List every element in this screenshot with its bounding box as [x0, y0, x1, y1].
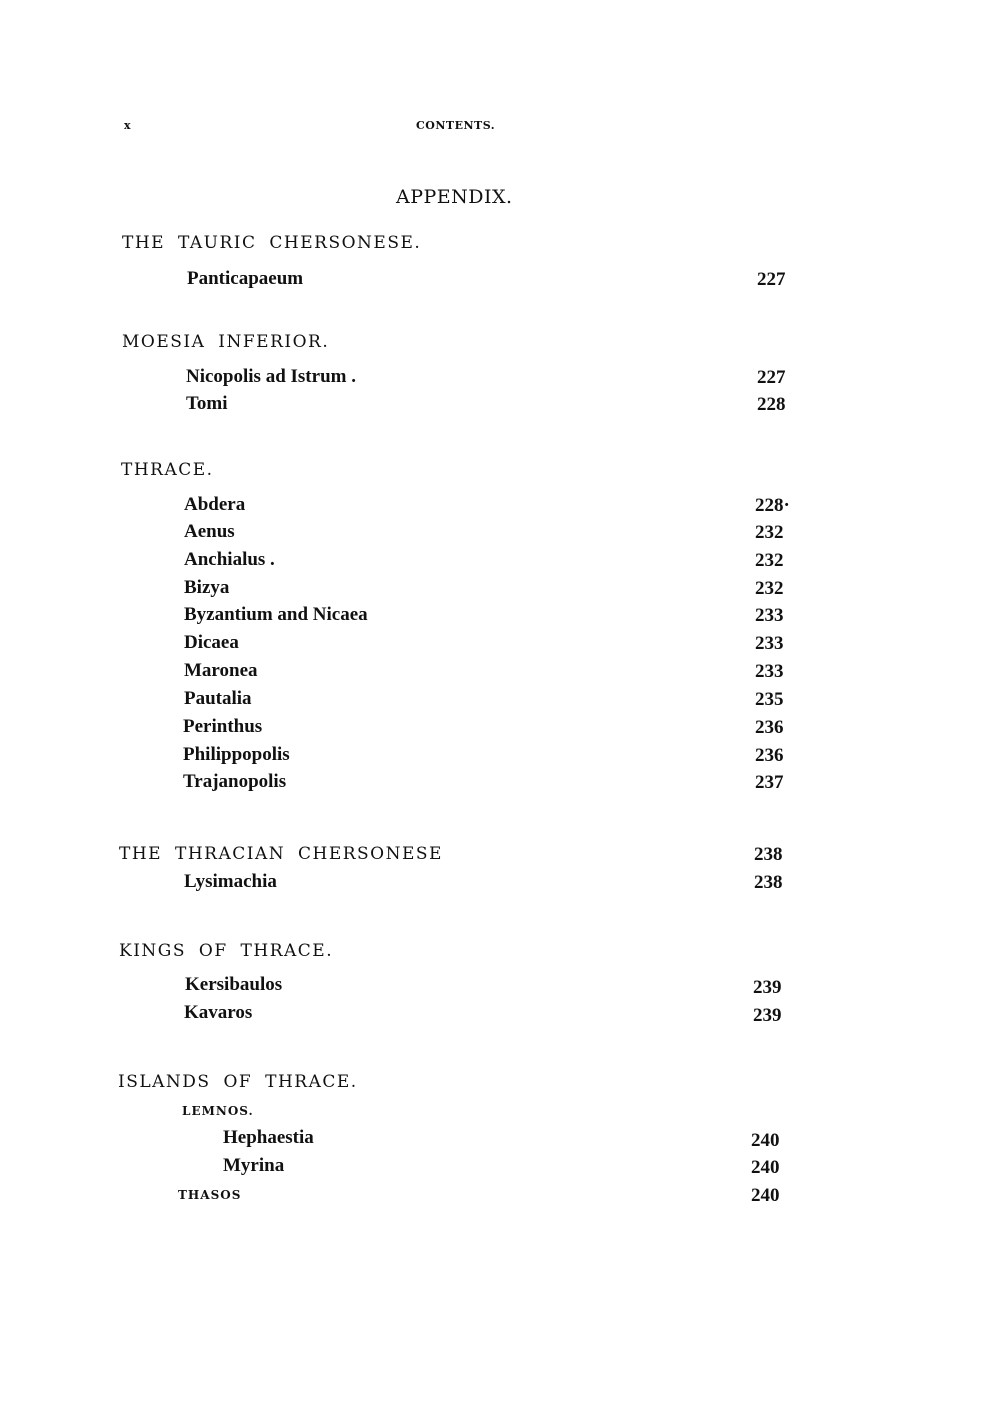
toc-entry: Philippopolis	[183, 744, 290, 765]
page-title: APPENDIX.	[396, 186, 513, 208]
toc-entry: Myrina	[223, 1155, 285, 1176]
toc-entry: Tomi	[186, 393, 228, 414]
subsection-heading: THASOS	[178, 1188, 242, 1202]
page-number: 238	[754, 872, 783, 893]
page-number: 228·	[755, 495, 790, 516]
section-heading: MOESIA INFERIOR.	[122, 332, 330, 352]
page-number: 238	[754, 844, 783, 865]
page-number: 227	[757, 367, 786, 388]
section-heading: THE THRACIAN CHERSONESE	[119, 844, 443, 864]
page-number: 233	[755, 633, 784, 654]
toc-entry: Hephaestia	[223, 1127, 314, 1148]
page-number: 236	[755, 745, 784, 766]
page-number: 240	[751, 1157, 780, 1178]
page-number: 237	[755, 772, 784, 793]
toc-entry: Aenus	[184, 521, 235, 542]
toc-entry: Kersibaulos	[185, 974, 283, 995]
toc-entry: Bizya	[184, 577, 230, 598]
page-number: 232	[755, 578, 784, 599]
page-number: 239	[753, 1005, 782, 1026]
toc-entry: Dicaea	[184, 632, 239, 653]
page-number: 233	[755, 661, 784, 682]
toc-entry: Byzantium and Nicaea	[184, 604, 368, 625]
running-title: CONTENTS.	[416, 119, 496, 132]
page-numeral: x	[124, 119, 132, 132]
page-number: 232	[755, 550, 784, 571]
toc-entry: Panticapaeum	[187, 268, 304, 289]
toc-entry: Pautalia	[184, 688, 252, 709]
page-number: 235	[755, 689, 784, 710]
toc-entry: Anchialus .	[184, 549, 275, 570]
page-number: 240	[751, 1185, 780, 1206]
section-heading: ISLANDS OF THRACE.	[118, 1072, 358, 1092]
page-number: 236	[755, 717, 784, 738]
page-number: 233	[755, 605, 784, 626]
page-number: 239	[753, 977, 782, 998]
section-heading: THRACE.	[121, 460, 214, 480]
section-heading: THE TAURIC CHERSONESE.	[122, 233, 422, 253]
toc-entry: Trajanopolis	[183, 771, 287, 792]
page-number: 232	[755, 522, 784, 543]
section-heading: KINGS OF THRACE.	[119, 941, 334, 961]
toc-entry: Nicopolis ad Istrum .	[186, 366, 356, 387]
page-number: 240	[751, 1130, 780, 1151]
toc-entry: Abdera	[184, 494, 246, 515]
toc-entry: Kavaros	[184, 1002, 253, 1023]
toc-entry: Maronea	[184, 660, 258, 681]
page-number: 228	[757, 394, 786, 415]
page-number: 227	[757, 269, 786, 290]
subsection-heading: LEMNOS.	[182, 1104, 254, 1118]
toc-entry: Perinthus	[183, 716, 263, 737]
toc-entry: Lysimachia	[184, 871, 277, 892]
